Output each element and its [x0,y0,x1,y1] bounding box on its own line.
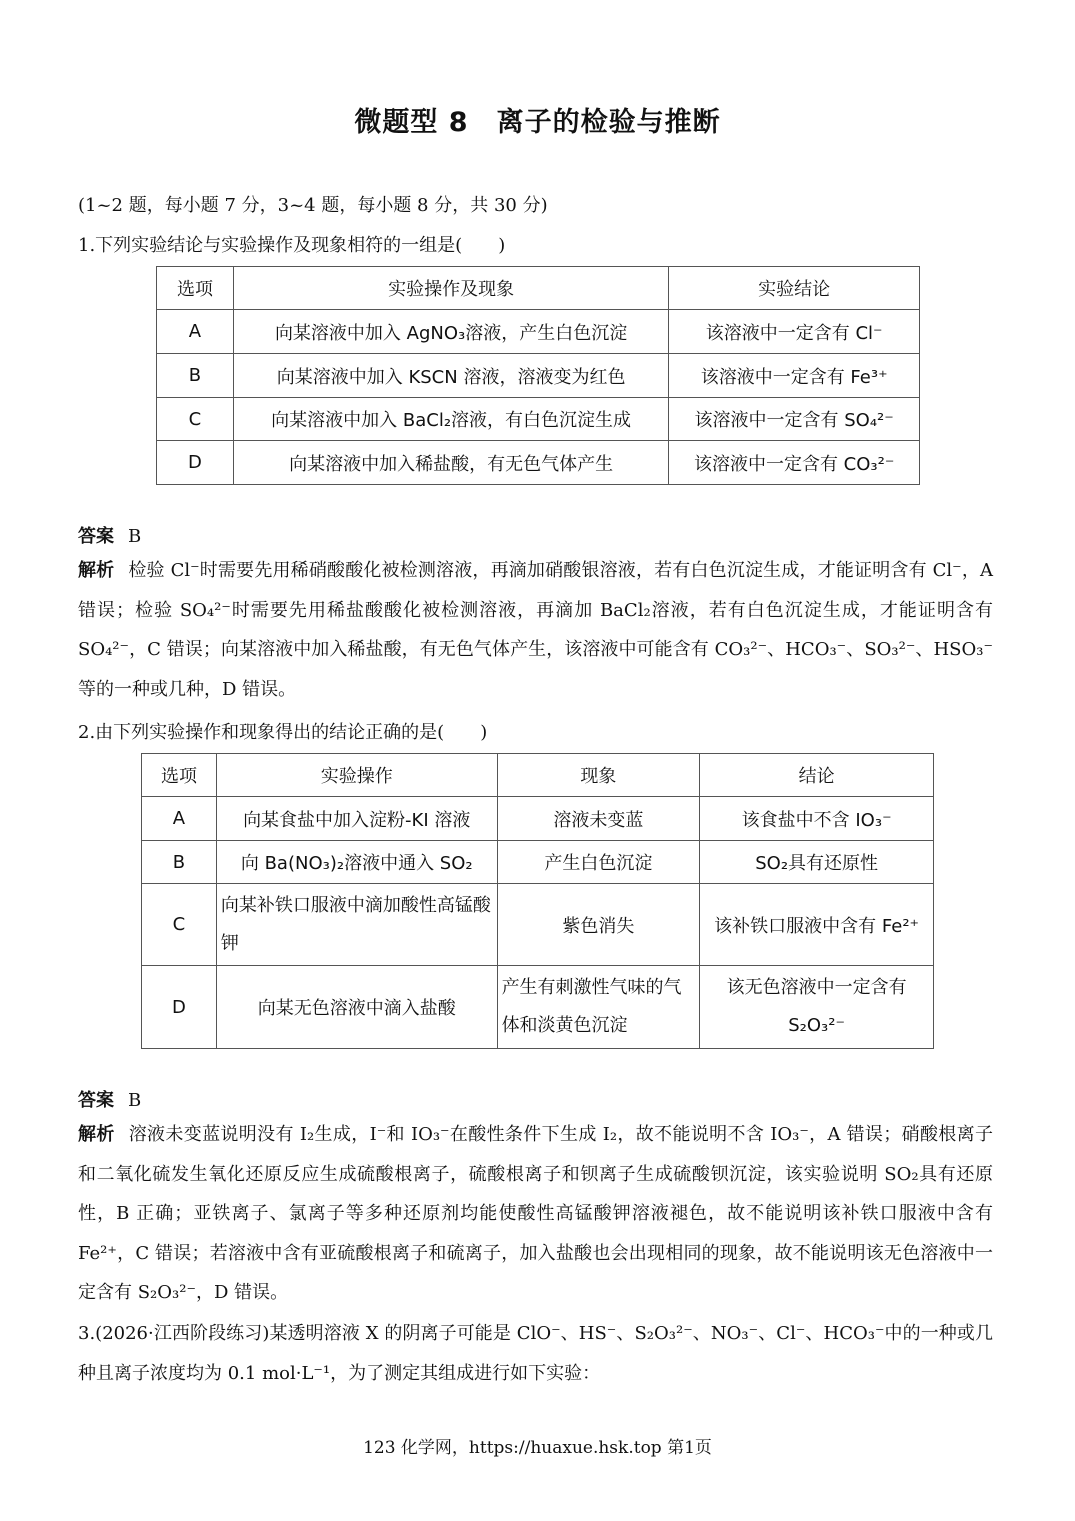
conclusion-cell: 该食盐中不含 IO₃⁻ [700,797,934,841]
table-row [157,398,920,441]
analysis-label: 解析 [78,560,115,581]
table-header-row [157,267,920,310]
operation-cell: 向某食盐中加入淀粉-KI 溶液 [216,797,497,841]
question-1-stem: 1.下列实验结论与实验操作及现象相符的一组是( ) [78,235,506,256]
table-row [157,441,920,485]
header-conclusion: 实验结论 [669,267,920,310]
table-row [142,966,934,1049]
header-option: 选项 [157,267,234,310]
answer-1 [78,522,141,548]
analysis-text: 溶液未变蓝说明没有 I₂生成，I⁻和 IO₃⁻在酸性条件下生成 I₂，故不能说明不含 IO₃⁻，A 错误；硝酸根离子和二氧化硫发生氧化还原反应生成硫酸根离子，硫酸根离子和钡离子生成硫酸钡沉淀，该实验说明 SO₂具有还原性，B 正确；亚铁离子、氯离子等多种还原剂均能使酸性高锰酸钾溶液褪色，故不能说明该补铁口服液中含有 Fe²⁺，C 错误；若溶液中含有亚硫酸根离子和硫离子，加入盐酸也会出现相同的现象，故不能说明该无色溶液中一定含有 S₂O₃²⁻，D 错误。 [78,1124,993,1303]
phenomenon-cell: 紫色消失 [497,884,700,966]
table-header-row [142,754,934,797]
answer-value: B [128,1090,142,1111]
conclusion-cell: 该补铁口服液中含有 Fe²⁺ [700,884,934,966]
operation-cell: 向某溶液中加入 AgNO₃溶液，产生白色沉淀 [233,310,668,354]
table-row [157,310,920,354]
option-label: B [142,841,217,884]
option-label: B [157,354,234,398]
option-label: A [142,797,217,841]
header-conclusion: 结论 [700,754,934,797]
page-title: 微题型 8 离子的检验与推断 [354,107,721,138]
option-label: D [142,966,217,1049]
analysis-2 [78,1115,993,1313]
table-row [142,884,934,966]
question-1-table [156,266,920,485]
answer-value: B [128,526,142,547]
answer-label: 答案 [78,1090,114,1111]
option-label: A [157,310,234,354]
phenomenon-cell: 产生有刺激性气味的气体和淡黄色沉淀 [497,966,700,1049]
question-2-stem: 2.由下列实验操作和现象得出的结论正确的是( ) [78,722,488,743]
option-label: D [157,441,234,485]
operation-cell: 向某溶液中加入 BaCl₂溶液，有白色沉淀生成 [233,398,668,441]
question-3-stem: 3.(2026·江西阶段练习)某透明溶液 X 的阴离子可能是 ClO⁻、HS⁻、S₂O₃²⁻、NO₃⁻、Cl⁻、HCO₃⁻中的一种或几种且离子浓度均为 0.1 mol·L⁻¹，为了测定其组成进行如下实验： [78,1323,993,1384]
operation-cell: 向 Ba(NO₃)₂溶液中通入 SO₂ [216,841,497,884]
table-row [142,797,934,841]
page-footer: 123 化学网，https://huaxue.hsk.top 第1页 [363,1438,712,1458]
answer-label: 答案 [78,526,114,547]
option-label: C [157,398,234,441]
header-phenomenon: 现象 [497,754,700,797]
header-option: 选项 [142,754,217,797]
answer-2 [78,1086,141,1112]
question-2-table [141,753,934,1049]
conclusion-cell: 该溶液中一定含有 CO₃²⁻ [669,441,920,485]
option-label: C [142,884,217,966]
operation-cell: 向某溶液中加入稀盐酸，有无色气体产生 [233,441,668,485]
operation-cell: 向某无色溶液中滴入盐酸 [216,966,497,1049]
score-note: (1~2 题，每小题 7 分，3~4 题，每小题 8 分，共 30 分) [78,195,548,216]
header-operation: 实验操作及现象 [233,267,668,310]
analysis-label: 解析 [78,1124,115,1145]
conclusion-cell: 该溶液中一定含有 Fe³⁺ [669,354,920,398]
operation-cell: 向某补铁口服液中滴加酸性高锰酸钾 [216,884,497,966]
conclusion-cell: 该溶液中一定含有 Cl⁻ [669,310,920,354]
phenomenon-cell: 溶液未变蓝 [497,797,700,841]
table-row [157,354,920,398]
conclusion-cell: 该溶液中一定含有 SO₄²⁻ [669,398,920,441]
analysis-text: 检验 Cl⁻时需要先用稀硝酸酸化被检测溶液，再滴加硝酸银溶液，若有白色沉淀生成，才能证明含有 Cl⁻，A 错误；检验 SO₄²⁻时需要先用稀盐酸酸化被检测溶液，再滴加 BaCl₂溶液，若有白色沉淀生成，才能证明含有 SO₄²⁻，C 错误；向某溶液中加入稀盐酸，有无色气体产生，该溶液中可能含有 CO₃²⁻、HCO₃⁻、SO₃²⁻、HSO₃⁻等的一种或几种，D 错误。 [78,560,994,700]
header-operation: 实验操作 [216,754,497,797]
table-row [142,841,934,884]
analysis-1 [78,551,993,709]
phenomenon-cell: 产生白色沉淀 [497,841,700,884]
conclusion-cell: SO₂具有还原性 [700,841,934,884]
conclusion-cell: 该无色溶液中一定含有S₂O₃²⁻ [700,966,934,1049]
operation-cell: 向某溶液中加入 KSCN 溶液，溶液变为红色 [233,354,668,398]
